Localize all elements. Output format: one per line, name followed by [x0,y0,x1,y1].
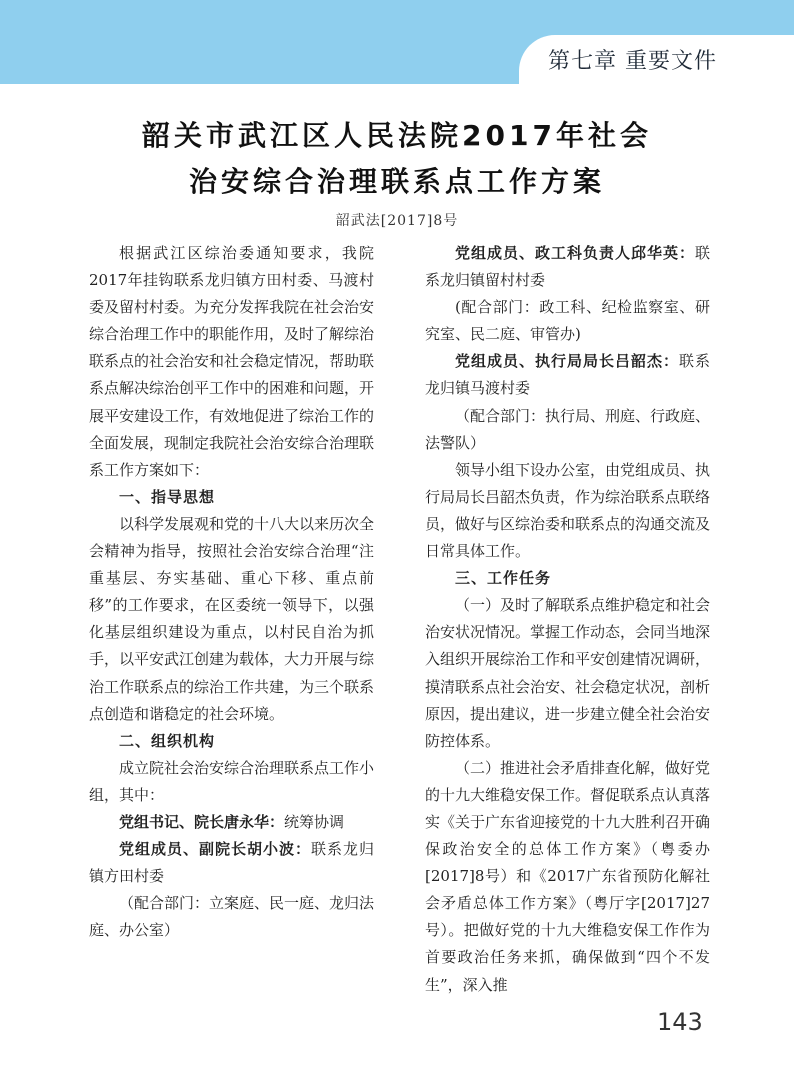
member-duty: 统筹协调 [284,812,345,831]
document-number: 韶武法[2017]8号 [335,213,459,229]
cooperating-departments: (配合部门：政工科、纪检监察室、研究室、民二庭、审管办) [425,298,710,344]
member-duty: 联系龙归镇马渡村委 [425,352,710,398]
left-column [89,240,374,944]
organization-paragraph: 成立院社会治安综合治理联系点工作小组，其中： [89,758,375,804]
page-number: 143 [657,1008,703,1036]
section-heading-guiding-thought: 一、指导思想 [119,487,216,506]
section-heading-tasks: 三、工作任务 [455,569,552,588]
section-heading-organization: 二、组织机构 [119,731,216,750]
cooperating-departments: （配合部门：立案庭、民一庭、龙归法庭、办公室） [89,894,375,940]
member-title: 党组书记、院长唐永华： [119,812,285,831]
document-title-line-2: 治安综合治理联系点工作方案 [188,165,605,198]
member-entry [89,836,374,890]
member-title: 党组成员、副院长胡小波： [119,840,311,859]
guiding-thought-paragraph: 以科学发展观和党的十八大以来历次全会精神为指导，按照社会治安综合治理“注重基层、夯实基础、重心下移、重点前移”的工作要求，在区委统一领导下，以强化基层组织建设为重点，以村民自治为抓手，以平安武江创建为载体，大力开展与综治工作联系点的综治工作共建，为三个联系点创造和谐稳定的社会环境。 [89,514,375,723]
intro-paragraph: 根据武江区综治委通知要求，我院2017年挂钩联系龙归镇方田村委、马渡村委及留村村委。为充分发挥我院在社会治安综合治理工作中的职能作用，及时了解综治联系点的社会治安和社会稳定情况，帮助联系点解决综治创平工作中的困难和问题，开展平安建设工作，有效地促进了综治工作的全面发展，现制定我院社会治安综合治理联系工作方案如下： [89,244,375,479]
member-entry [89,809,374,836]
document-title-line-1: 韶关市武江区人民法院2017年社会 [142,119,652,152]
member-duty: 联系龙归镇方田村委 [89,840,374,886]
task-paragraph-1: （一）及时了解联系点维护稳定和社会治安状况情况。掌握工作动态，会同当地深入组织开展综治工作和平安创建情况调研，摸清联系点社会治安、社会稳定状况，剖析原因，提出建议，进一步建立健全社会治安防控体系。 [425,596,711,750]
chapter-title: 第七章 重要文件 [548,49,717,74]
office-paragraph: 领导小组下设办公室，由党组成员、执行局局长吕韶杰负责，作为综治联系点联络员，做好与区综治委和联系点的沟通交流及日常具体工作。 [425,460,711,561]
cooperating-departments: （配合部门：执行局、刑庭、行政庭、法警队） [425,406,711,452]
task-paragraph-2: （二）推进社会矛盾排查化解，做好党的十九大维稳安保工作。督促联系点认真落实《关于广东省迎接党的十九大胜利召开确保政治安全的总体工作方案》（粤委办[2017]8号）和《2017广东省预防化解社会矛盾总体工作方案》（粤厅字[2017]27号）。把做好党的十九大维稳安保工作作为首要政治任务来抓，确保做到“四个不发生”，深入推 [425,758,711,994]
member-title: 党组成员、执行局局长吕韶杰： [455,352,679,371]
right-column [425,240,710,999]
member-duty: 联系龙归镇留村村委 [425,244,710,290]
member-title: 党组成员、政工科负责人邱华英： [455,244,695,262]
member-entry [425,240,710,294]
member-entry [425,348,710,402]
